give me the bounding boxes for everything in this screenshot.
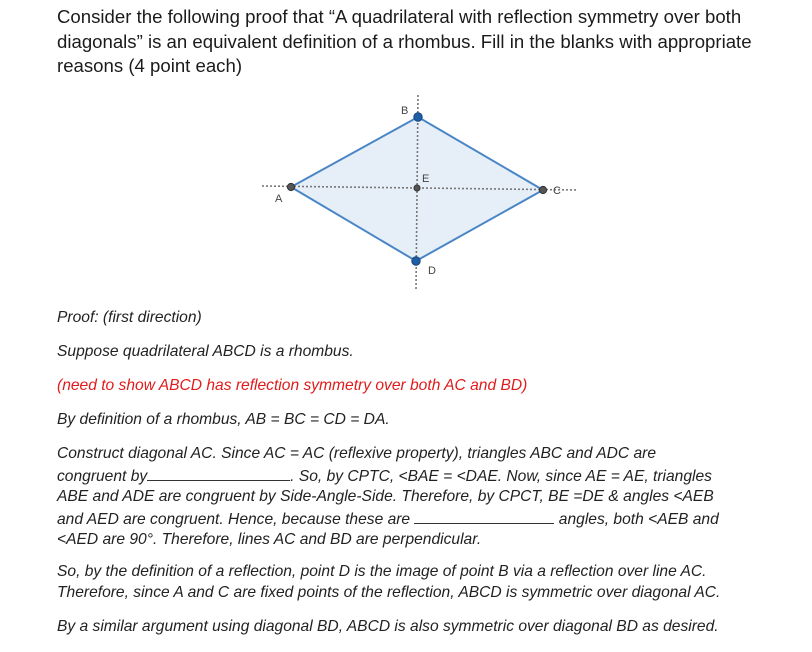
- question-text: Consider the following proof that “A quadrilateral with reflection symmetry over both diagonals” is an equivalent definition of a rhombus. Fill in the blanks with appropriate reasons (4 point each): [57, 6, 752, 76]
- construct-line-4b: angles, both <AEB and: [558, 510, 719, 528]
- construct-line-5: <AED are 90°. Therefore, lines AC and BD are perpendicular.: [57, 531, 482, 549]
- label-b: B: [401, 105, 409, 117]
- construct-line-1: Construct diagonal AC. Since AC = AC (reflexive property), triangles ABC and ADC are: [57, 445, 657, 462]
- blank-2[interactable]: [414, 508, 554, 524]
- label-e: E: [422, 173, 430, 185]
- proof-suppose: Suppose quadrilateral ABCD is a rhombus.: [57, 343, 354, 360]
- point-b: [414, 113, 422, 121]
- proof-construct-paragraph: [57, 444, 797, 551]
- label-a: A: [275, 193, 283, 205]
- point-e: [414, 185, 420, 191]
- label-c: C: [553, 185, 561, 197]
- point-a: [287, 183, 294, 190]
- construct-line-4: [57, 508, 797, 531]
- construct-line-2b: . So, by CPTC, <BAE = <DAE. Now, since AE = AE, triangles: [290, 467, 712, 485]
- construct-line-4a: and AED are congruent. Hence, because these are: [57, 510, 411, 528]
- point-d: [412, 257, 420, 265]
- proof-definition: By definition of a rhombus, AB = BC = CD = DA.: [57, 411, 390, 428]
- blank-1[interactable]: [147, 465, 290, 481]
- reflection-line-1: So, by the definition of a reflection, point D is the image of point B via a reflection over line AC.: [57, 563, 707, 580]
- label-d: D: [428, 265, 436, 277]
- construct-line-2: [57, 465, 797, 488]
- construct-line-2a: congruent by: [57, 467, 148, 485]
- reflection-line-2: Therefore, since A and C are fixed points of the reflection, ABCD is symmetric over diagonal AC.: [57, 583, 721, 601]
- proof-similar-argument: By a similar argument using diagonal BD, ABCD is also symmetric over diagonal BD as desired.: [57, 618, 719, 635]
- point-c: [539, 186, 546, 193]
- proof-heading: Proof: (first direction): [57, 309, 202, 326]
- proof-need-to-show: (need to show ABCD has reflection symmetry over both AC and BD): [57, 377, 528, 394]
- proof-reflection-paragraph: [57, 562, 797, 603]
- construct-line-3: ABE and ADE are congruent by Side-Angle-Side. Therefore, by CPCT, BE =DE & angles <AEB: [57, 488, 714, 506]
